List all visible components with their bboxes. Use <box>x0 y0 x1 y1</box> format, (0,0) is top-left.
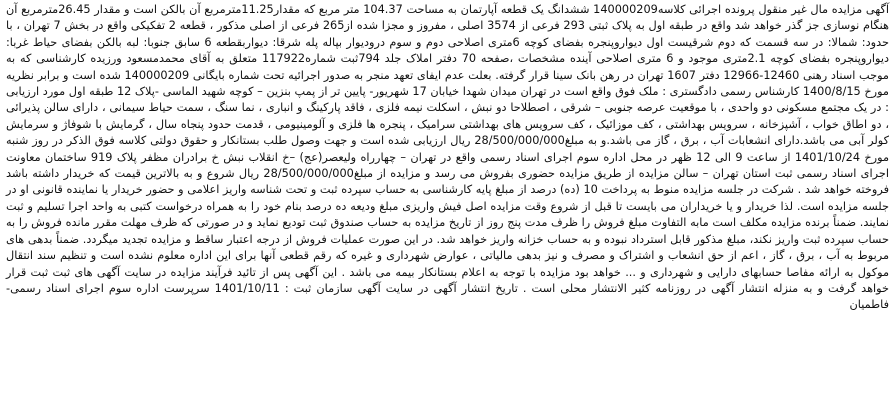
auction-notice-text: آگهی مزایده مال غیر منقول پرونده اجرائی کلاسه140000209 ششدانگ یک قطعه آپارتمان به مساحت 104.37 متر مربع که مقدار11.25مترمربع آن بالکن است و مقدار 26.45مترمربع آن هنگام نوسازی جز گذر خواهد شد واقع در طبقه اول به پلاک ثبتی 293 فرعی از 3574 اصلی ، مفروز و مجزا شده از265 فرعی از اصلی مذکور ، قطعه 2 تفکیکی واقع در بخش 7 تهران ، با حدود: شمالا: در سه قسمت که دوم شرقیست اول دیواروپنجره بفضای کوچه 6متری اصلاحی دوم و سوم درودیوار بپاله پله شرقا: دیواربقطعه 6 سابق جنوبا: لبه بالکن بفضای حیاط غربا: دیواروپنجره بفضای کوچه 2.1متری موجود و 6 متری اصلاحی آینده مشخصات ،صفحه 70 دفتر املاک جلد 794ثبت شماره117922 متعلق به آقای محمدمسعود ورزیده کارشناسی که به موجب اسناد رهنی 12460-12966 دفتر 1607 تهران در رهن بانک سینا قرار گرفته. بعلت عدم ایفای تعهد منجر به صدور اجرائیه تحت شماره بایگانی 140000209 شده است و برابر نظریه مورخ 1400/8/15 کارشناس رسمی دادگستری : ملک فوق واقع است در تهران میدان شهدا خیابان 17 شهریور- پایین تر از پمپ بنزین – کوچه شهید الماسی -پلاک 12 طبقه اول مورد ارزیابی : در یک مجتمع مسکونی دو واحدی ، با موقعیت عرصه جنوبی – شرقی ، اصطلاحا دو نبش ، اسکلت نیمه فلزی ، فاقد پارکینگ و انباری ، نما سنگ ، سمت حیاط سیمانی ، دارای سالن پذیرائی ، دو اطاق خواب ، آشپزخانه ، سرویس بهداشتی ، کف موزائیک ، کف سرویس های بهداشتی سرامیک ، پنجره ها فلزی و آلومینیومی ، قدمت حدود پنجاه سال ، گرمایش با شوفاژ و سرمایش کولر آبی می باشد.دارای انشعابات آب ، برق ، گاز می باشد.و به مبلغ28/500/000/000 ریال ارزیابی شده است و جهت وصول طلب بستانکار و حقوق دولتی کلاسه فوق الذکر در روز شنبه مورخ 1401/10/24 از ساعت 9 الی 12 ظهر در محل اداره سوم اجرای اسناد رسمی واقع در تهران – چهارراه ولیعصر(عج) –خ انقلاب نبش خ برادران مظفر پلاک 919 ساختمان معاونت اجرای اسناد رسمی ثبت استان تهران – سالن مزایده از طریق مزایده حضوری بفروش می رسد و مزایده از مبلغ28/500/000/000 ریال شروع و به بالاترین قیمت که خریدار داشته باشد فروخته خواهد شد . شرکت در جلسه مزایده منوط به پرداخت 10 (ده) درصد از مبلغ پایه کارشناسی به حساب سپرده ثبت و تحت شناسه واریز اعلامی و حضور خریدار یا نماینده قانونی او در جلسه مزایده است. لذا خریدار و یا خریداران می بایست تا قبل از شروع وقت مزایده اصل فیش واریزی مبلغ ودیعه ده درصد بنام خود را به همراه درخواست کتبی به واحد اجرا تسلیم و ثبت نمایند. ضمناً برنده مزایده مکلف است مابه التفاوت مبلغ فروش را ظرف مدت پنج روز از تاریخ مزایده به حساب صندوق ثبت تودیع نماید و در صورتی که ظرف مهلت مقرر مانده فروش را به حساب سپرده ثبت واریز نکند، مبلغ مذکور قابل استرداد نبوده و به حساب خزانه واریز خواهد شد. در این صورت عملیات فروش از درجه اعتبار ساقط و مزایده تجدید میگردد. ضمناً بدهی های مربوط به آب ، برق ، گاز ، اعم از حق انشعاب و اشتراک و مصرف و نیز بدهی مالیاتی ، عوارض شهرداری و غیره که رقم قطعی آنها برای این اداره معلوم نشده است و تنظیم سند انتقال موکول به ارائه مفاصا حسابهای دارایی و شهرداری و ... خواهد بود مزایده با توجه به اعلام بستانکار بیمه می باشد . این آگهی پس از تائید فرآیند مزایده در سایت آگهی های ثبت ثبت قرار خواهد گرفت و به منزله انتشار آگهی در روزنامه کثیر الانتشار محلی است . تاریخ انتشار آگهی در سایت آگهی سازمان ثبت : 1401/10/11 سرپرست اداره سوم اجرای اسناد رسمی- فاطمیان <box>6 3 890 312</box>
